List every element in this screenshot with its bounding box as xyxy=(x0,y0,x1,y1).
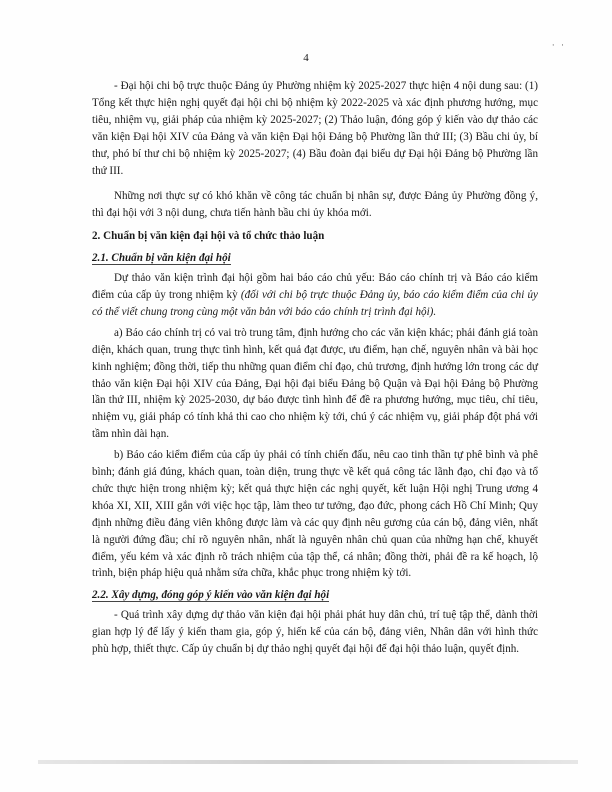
paragraph-building-documents: - Quá trình xây dựng dự thảo văn kiện đại hội phải phát huy dân chủ, trí tuệ tập thể, dành thời gian hợp lý để lấy ý kiến tham gia, góp ý, hiến kế của cán bộ, đảng viên, Nhân dân với hình thức phù hợp, thiết thực. Cấp ủy chuẩn bị dự thảo nghị quyết đại hội để đại hội thảo luận, quyết định. xyxy=(92,609,538,656)
page-edge-shadow xyxy=(38,760,578,764)
document-body xyxy=(92,78,538,662)
paragraph-political-report: a) Báo cáo chính trị có vai trò trung tâm, định hướng cho các văn kiện khác; phải đánh giá toàn diện, khách quan, trung thực tình hình, kết quả đạt được, ưu điểm, hạn chế, nguyên nhân và bài học kinh nghiệm; đồng thời, tiếp thu những quan điểm chỉ đạo, chủ trương, định hướng lớn trong các dự thảo văn kiện Đại hội XIV của Đảng, Đại hội đại biểu Đảng bộ Quận và Đại hội Đảng bộ Phường lần thứ III, nhiệm kỳ 2025-2030, dự báo được tình hình để đề ra phương hướng, mục tiêu, chỉ tiêu, nhiệm vụ, giải pháp có tính khả thi cao cho nhiệm kỳ tới, chú ý các nhiệm vụ, giải pháp đột phá với tầm nhìn dài hạn. xyxy=(92,326,538,441)
paragraph-difficulty: Những nơi thực sự có khó khăn về công tác chuẩn bị nhân sự, được Đảng ủy Phường đồng ý, thì đại hội với 3 nội dung, chưa tiến hành bầu chi ủy khóa mới. xyxy=(92,190,538,220)
draft-documents-note: (đối với chi bộ trực thuộc Đảng ủy, báo cáo kiểm điểm của chi ủy có thể viết chung trong cùng một văn bản với báo cáo chính trị trình đại hội). xyxy=(92,288,538,318)
section-heading-2-1 xyxy=(92,250,538,267)
draft-documents-text: Dự thảo văn kiện trình đại hội gồm hai báo cáo chủ yếu: Báo cáo chính trị và Báo cáo kiểm điểm của cấp ủy trong nhiệm kỳ xyxy=(92,272,538,301)
paragraph-review-report: b) Báo cáo kiểm điểm của cấp ủy phải có tính chiến đấu, nêu cao tinh thần tự phê bình và phê bình; đánh giá đúng, khách quan, toàn diện, trung thực về kết quả công tác lãnh đạo, chỉ đạo và tổ chức thực hiện trong nhiệm kỳ; kết quả thực hiện các nghị quyết, kết luận Hội nghị Trung ương 4 khóa XI, XII, XIII gắn với việc học tập, làm theo tư tưởng, đạo đức, phong cách Hồ Chí Minh; Quy định những điều đảng viên không được làm và các quy định nêu gương của cán bộ, đảng viên, nhất là người đứng đầu; chỉ rõ nguyên nhân, nhất là nguyên nhân chủ quan của những hạn chế, khuyết điểm, yếu kém và xác định rõ trách nhiệm của tập thể, cá nhân; đồng thời, phải đề ra kế hoạch, lộ trình, biện pháp hiệu quả nhằm sửa chữa, khắc phục trong nhiệm kỳ tới. xyxy=(92,449,538,580)
paragraph-congress-content: - Đại hội chi bộ trực thuộc Đảng ủy Phường nhiệm kỳ 2025-2027 thực hiện 4 nội dung sau: (1) Tổng kết thực hiện nghị quyết đại hội chi bộ nhiệm kỳ 2022-2025 và xác định phương hướng, mục tiêu, nhiệm vụ, giải pháp của nhiệm kỳ 2025-2027; (2) Thảo luận, đóng góp ý kiến vào dự thảo các văn kiện Đại hội XIV của Đảng và văn kiện Đại hội Đảng bộ Phường lần thứ III; (3) Bầu chi ủy, bí thư, phó bí thư chi bộ nhiệm kỳ 2025-2027; (4) Bầu đoàn đại biểu dự Đại hội Đảng bộ Phường lần thứ III. xyxy=(92,80,538,177)
section-heading-2-2 xyxy=(92,587,538,604)
heading-2-2-text: 2.2. Xây dựng, đóng góp ý kiến vào văn kiện đại hội xyxy=(92,589,330,602)
paragraph-draft-documents xyxy=(92,270,538,321)
scan-specks: · · xyxy=(551,40,566,50)
heading-2-1-text: 2.1. Chuẩn bị văn kiện đại hội xyxy=(92,252,231,265)
section-heading-2: 2. Chuẩn bị văn kiện đại hội và tổ chức thảo luận xyxy=(92,230,325,243)
page-number: 4 xyxy=(303,52,309,64)
